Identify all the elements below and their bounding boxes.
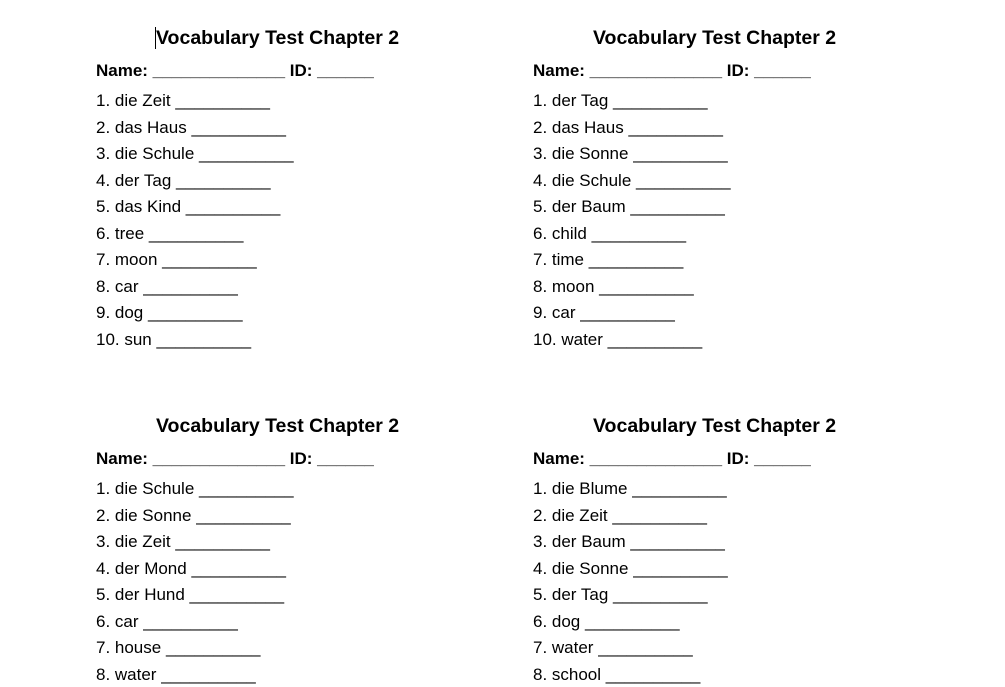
list-item[interactable]: 2. die Zeit __________ bbox=[533, 505, 707, 525]
list-item[interactable]: 7. time __________ bbox=[533, 250, 684, 269]
list-item[interactable]: 6. car __________ bbox=[96, 611, 238, 631]
vocabulary-list bbox=[96, 88, 456, 353]
vocabulary-test-2 bbox=[533, 24, 893, 353]
list-item[interactable]: 8. moon __________ bbox=[533, 276, 694, 296]
list-item[interactable]: 1. die Schule __________ bbox=[96, 479, 294, 498]
list-item[interactable]: 4. der Mond __________ bbox=[96, 558, 286, 578]
list-item[interactable]: 3. die Schule __________ bbox=[96, 144, 294, 163]
list-item[interactable]: 5. das Kind __________ bbox=[96, 197, 281, 216]
list-item[interactable]: 8. school __________ bbox=[533, 664, 701, 684]
test-title bbox=[96, 412, 456, 440]
name-id-line[interactable]: Name: ______________ ID: ______ bbox=[533, 61, 811, 80]
list-item[interactable]: 1. die Blume __________ bbox=[533, 479, 727, 498]
name-id-line[interactable]: Name: ______________ ID: ______ bbox=[96, 449, 374, 468]
list-item[interactable]: 6. tree __________ bbox=[96, 223, 244, 243]
list-item[interactable]: 7. water __________ bbox=[533, 638, 693, 657]
list-item[interactable]: 1. die Zeit __________ bbox=[96, 91, 270, 110]
vocabulary-list bbox=[533, 476, 893, 687]
list-item[interactable]: 2. die Sonne __________ bbox=[96, 505, 291, 525]
list-item[interactable]: 4. der Tag __________ bbox=[96, 170, 271, 190]
test-title-text[interactable]: Vocabulary Test Chapter 2 bbox=[156, 27, 400, 49]
test-title-text[interactable]: Vocabulary Test Chapter 2 bbox=[156, 415, 400, 437]
list-item[interactable]: 7. house __________ bbox=[96, 638, 261, 657]
list-item[interactable]: 4. die Sonne __________ bbox=[533, 558, 728, 578]
name-id-line[interactable]: Name: ______________ ID: ______ bbox=[533, 449, 811, 468]
test-title-text[interactable]: Vocabulary Test Chapter 2 bbox=[593, 27, 837, 49]
list-item[interactable]: 2. das Haus __________ bbox=[96, 117, 286, 137]
list-item[interactable]: 3. die Sonne __________ bbox=[533, 144, 728, 163]
vocabulary-test-3 bbox=[96, 412, 456, 687]
list-item[interactable]: 6. dog __________ bbox=[533, 611, 680, 631]
list-item[interactable]: 10. sun __________ bbox=[96, 329, 252, 349]
list-item[interactable]: 9. car __________ bbox=[533, 303, 675, 322]
list-item[interactable]: 5. der Baum __________ bbox=[533, 197, 725, 216]
list-item[interactable]: 3. der Baum __________ bbox=[533, 532, 725, 551]
name-id-line[interactable]: Name: ______________ ID: ______ bbox=[96, 61, 374, 80]
list-item[interactable]: 8. car __________ bbox=[96, 276, 238, 296]
test-title bbox=[533, 412, 893, 440]
list-item[interactable]: 5. der Hund __________ bbox=[96, 585, 285, 604]
list-item[interactable]: 2. das Haus __________ bbox=[533, 117, 723, 137]
list-item[interactable]: 6. child __________ bbox=[533, 223, 687, 243]
vocabulary-test-1 bbox=[96, 24, 456, 353]
test-title bbox=[96, 24, 456, 52]
list-item[interactable]: 7. moon __________ bbox=[96, 250, 257, 269]
list-item[interactable]: 3. die Zeit __________ bbox=[96, 532, 270, 551]
list-item[interactable]: 1. der Tag __________ bbox=[533, 91, 708, 110]
list-item[interactable]: 4. die Schule __________ bbox=[533, 170, 731, 190]
list-item[interactable]: 5. der Tag __________ bbox=[533, 585, 708, 604]
list-item[interactable]: 10. water __________ bbox=[533, 329, 703, 349]
vocabulary-list bbox=[96, 476, 456, 687]
list-item[interactable]: 8. water __________ bbox=[96, 664, 256, 684]
vocabulary-test-4 bbox=[533, 412, 893, 687]
test-title bbox=[533, 24, 893, 52]
list-item[interactable]: 9. dog __________ bbox=[96, 303, 243, 322]
test-title-text[interactable]: Vocabulary Test Chapter 2 bbox=[593, 415, 837, 437]
text-cursor bbox=[155, 27, 156, 49]
vocabulary-list bbox=[533, 88, 893, 353]
